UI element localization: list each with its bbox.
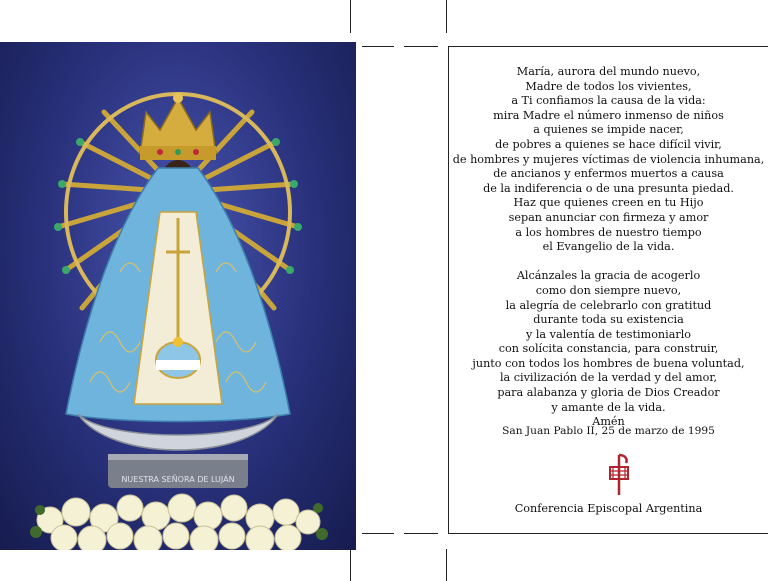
crop-mark — [350, 549, 351, 581]
prayer-line: el Evangelio de la vida. — [542, 240, 675, 254]
prayer-line: como don siempre nuevo, — [535, 283, 682, 297]
prayer-line: y la valentía de testimoniarlo — [525, 327, 692, 341]
prayer-line: de ancianos y enfermos muertos a causa — [493, 167, 724, 181]
prayer-line: a Ti confiamos la causa de la vida: — [511, 94, 706, 108]
prayer-line: de pobres a quienes se hace difícil vivir, — [495, 137, 722, 151]
prayer-line: durante toda su existencia — [533, 313, 684, 327]
prayer-line: Alcánzales la gracia de acogerlo — [516, 269, 701, 283]
prayer-amen: Amén — [592, 415, 625, 429]
cea-logo-icon — [607, 451, 631, 497]
virgin-statue-illustration — [0, 42, 356, 550]
prayer-line: con solícita constancia, para construir, — [498, 342, 719, 356]
prayer-line: de la indiferencia o de una presunta piedad. — [483, 181, 734, 195]
prayer-line: y amante de la vida. — [551, 400, 666, 414]
prayer-stanza-1 — [449, 65, 768, 255]
crop-mark — [350, 0, 351, 33]
crop-mark — [404, 46, 438, 47]
prayer-line: junto con todos los hombres de buena voluntad, — [472, 356, 745, 370]
crop-mark — [446, 0, 447, 33]
prayer-line: sepan anunciar con firmeza y amor — [508, 210, 709, 224]
prayer-stanza-2 — [449, 269, 768, 430]
crop-mark — [404, 533, 438, 534]
prayer-line: Madre de todos los vivientes, — [525, 79, 692, 93]
prayer-signature: San Juan Pablo II, 25 de marzo de 1995 — [502, 425, 715, 437]
prayer-text — [449, 65, 768, 430]
flowers — [37, 494, 320, 550]
prayer-line: a los hombres de nuestro tiempo — [515, 225, 702, 239]
crop-mark — [362, 533, 394, 534]
prayer-line: para alabanza y gloria de Dios Creador — [497, 386, 720, 400]
crown-icon — [140, 93, 216, 160]
prayer-card — [448, 46, 768, 534]
prayer-line: Haz que quienes creen en tu Hijo — [513, 196, 704, 210]
base-inscription: NUESTRA SEÑORA DE LUJÁN — [121, 475, 235, 484]
organization-name: Conferencia Episcopal Argentina — [514, 502, 703, 515]
prayer-line: a quienes se impide nacer, — [533, 123, 684, 137]
statue-photo — [0, 42, 356, 550]
prayer-line: la alegría de celebrarlo con gratitud — [505, 298, 712, 312]
crop-mark — [362, 46, 394, 47]
crop-mark — [446, 549, 447, 581]
prayer-line: la civilización de la verdad y del amor, — [499, 371, 718, 385]
prayer-line: mira Madre el número inmenso de niños — [493, 108, 724, 122]
prayer-line: de hombres y mujeres víctimas de violencia inhumana, — [452, 152, 765, 166]
prayer-line: María, aurora del mundo nuevo, — [516, 65, 701, 78]
